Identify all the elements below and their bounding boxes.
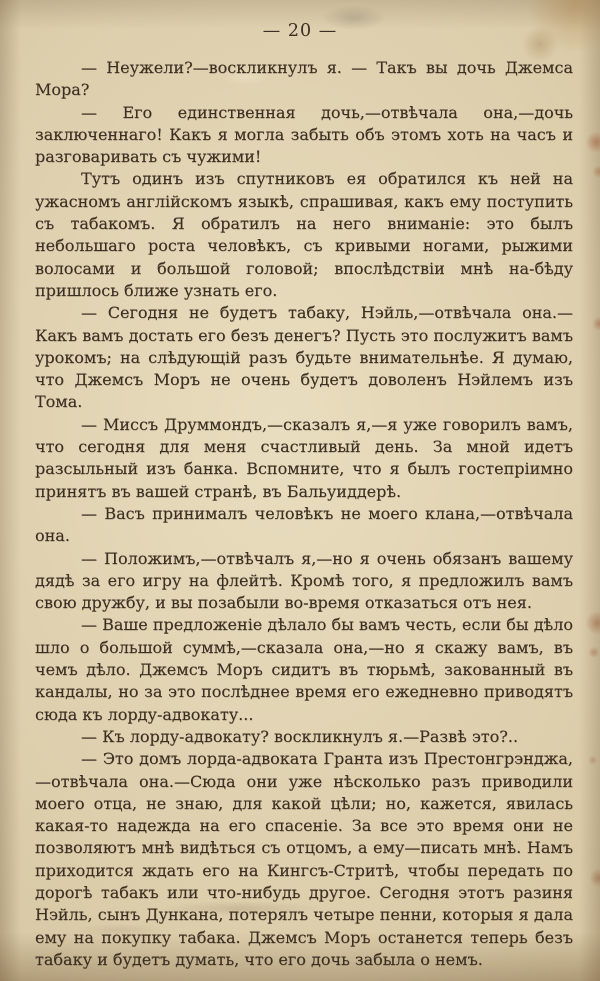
paragraph: — Къ лорду-адвокату? воскликнулъ я.—Развѣ это?.. xyxy=(81,726,519,746)
paragraph: — Миссъ Друммондъ,—сказалъ я,—я уже говорилъ вамъ, что сегодня для меня счастливый день. За мной идетъ разсыльный изъ банка. Вспомните, что я былъ гостепріимно принятъ въ вашей странѣ, въ Бальуиддерѣ. xyxy=(35,414,573,501)
paragraph: — Сегодня не будетъ табаку, Нэйль,—отвѣчала она.—Какъ вамъ достать его безъ денегъ? Пусть это послужитъ вамъ урокомъ; на слѣдующій разъ будьте внимательнѣе. Я думаю, что Джемсъ Моръ не очень будетъ доволенъ Нэйлемъ изъ Тома. xyxy=(35,303,573,412)
paragraph: — Положимъ,—отвѣчалъ я,—но я очень обязанъ вашему дядѣ за его игру на флейтѣ. Кромѣ того, я предложилъ вамъ свою дружбу, и вы позабыли во-время отказаться отъ нея. xyxy=(35,548,573,613)
paragraph: — Ваше предложеніе дѣлало бы вамъ честь, если бы дѣло шло о большой суммѣ,—сказала она,—но я скажу вамъ, въ чемъ дѣло. Джемсъ Моръ сидитъ въ тюрьмѣ, закованный въ кандалы, но за это послѣднее время его ежедневно приводятъ сюда къ лорду-адвокату... xyxy=(35,615,573,724)
paragraph: — Его единственная дочь,—отвѣчала она,—дочь заключеннаго! Какъ я могла забыть объ этомъ хоть на часъ и разговаривать съ чужими! xyxy=(35,102,573,167)
paragraph: — Васъ принималъ человѣкъ не моего клана,—отвѣчала она. xyxy=(35,503,573,546)
paragraph: — Неужели?—воскликнулъ я. — Такъ вы дочь Джемса Мора? xyxy=(35,58,573,100)
paragraph: Тутъ одинъ изъ спутниковъ ея обратился къ ней на ужасномъ англійскомъ языкѣ, спрашивая, какъ ему поступить съ табакомъ. Я обратилъ на него вниманіе: это былъ небольшаго роста человѣкъ, съ кривыми ногами, рыжими волосами и большой головой; впослѣдствіи мнѣ на-бѣду пришлось ближе узнать его. xyxy=(35,169,573,300)
page-text xyxy=(35,57,573,971)
page-number: — 20 — xyxy=(262,21,338,41)
paragraph: — Это домъ лорда-адвоката Гранта изъ Престонгрэнджа,—отвѣчала она.—Сюда они уже нѣсколько разъ приводили моего отца, не знаю, для какой цѣли; но, кажется, явилась какая-то надежда на его спасеніе. За все это время они не позволяютъ мнѣ видѣться съ отцомъ, а ему—писать мнѣ. Намъ приходится ждать его на Кингсъ-Стритѣ, чтобы передать по дорогѣ табакъ или что-нибудь другое. Сегодня этотъ разиня Нэйль, сынъ Дункана, потерялъ четыре пенни, которыя я дала ему на покупку табака. Джемсъ Моръ останется теперь безъ табаку и будетъ думать, что его дочь забыла о немъ. xyxy=(35,749,573,969)
